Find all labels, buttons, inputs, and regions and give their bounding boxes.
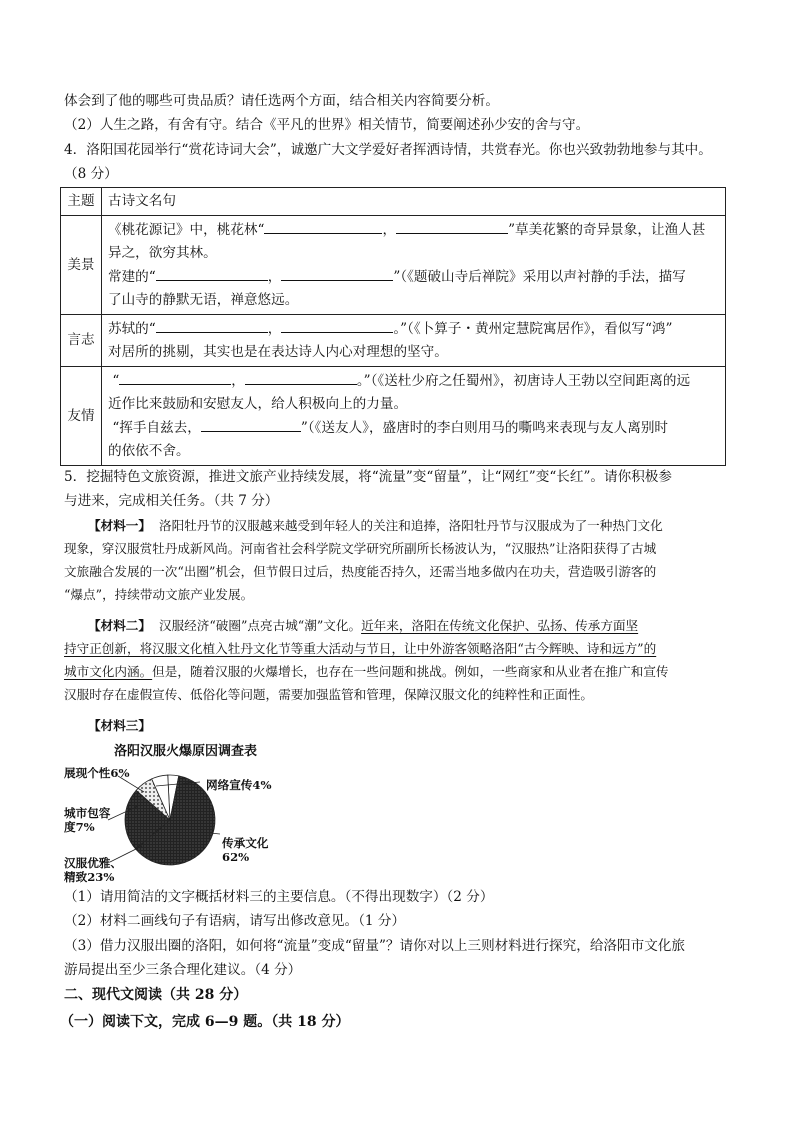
answer-blank[interactable] [281,317,393,333]
question-5-score: 与进来，完成相关任务。（共 7 分） [64,493,279,509]
underlined-sentence: 持守正创新，将汉服文化植入牡丹文化节等重大活动与节日，让中外游客领略洛阳“古今辉映、诗和远方”的 [64,641,657,656]
theme-cell: 友情 [61,367,102,466]
question-5-stem: 5．挖掘特色文旅资源，推进文旅产业持续发展，将“流量”变“留量”，让“网红”变“长红”。请你积极参 [64,469,672,485]
theme-cell: 言志 [61,315,102,367]
underlined-sentence: 城市文化内涵。 [64,664,153,679]
answer-blank[interactable] [245,369,357,385]
content-cell: “ ， 。”（《送杜少府之任蜀州》，初唐诗人王勃以空间距离的远 近作比来鼓励和安慰友人，给人积极向上的力量。 “挥手自兹去， ”（《送友人》，盛唐时的李白则用马的嘶鸣来表现与友人离别时 的依依不舍。 [102,367,726,466]
answer-blank[interactable] [156,265,268,281]
header-theme: 主题 [61,188,102,216]
table-row-friendship [61,367,726,466]
material-3 [64,714,728,737]
task-2: （2）材料二画线句子有语病，请写出修改意见。（1 分） [64,913,406,929]
answer-blank[interactable] [119,369,231,385]
label-personal: 展现个性6% [64,766,130,780]
material-1: 【材料一】 洛阳牡丹节的汉服越来越受到年轻人的关注和追捧，洛阳牡丹节与汉服成为了一种热门文化 现象，穿汉服赏牡丹成新风尚。河南省社会科学院文学研究所副所长杨波认为，“汉服热”让洛阳获得了古城 文旅融合发展的一次“出圈”机会，但节假日过后，热度能否持久，还需当地多做内在功夫，营造吸引游客的 “爆点”，持续带动文旅产业发展。 [64,518,663,602]
content-cell: 苏轼的“ ， 。”（《卜算子・黄州定慧院寓居作》，看似写“鸿” 对居所的挑剔，其实也是在表达诗人内心对理想的坚守。 [102,315,726,367]
material-1-label: 【材料一】 [88,518,151,533]
header-lines: 古诗文名句 [102,188,726,216]
label-elegant: 汉服优雅、 精致23% [64,856,122,884]
question-3-tail: 体会到了他的哪些可贵品质？请任选两个方面，结合相关内容简要分析。 [64,93,499,109]
answer-blank[interactable] [281,265,393,281]
task-1: （1）请用简洁的文字概括材料三的主要信息。（不得出现数字）（2 分） [64,889,494,905]
material-3-label: 【材料三】 [88,718,151,733]
answer-blank[interactable] [201,416,301,432]
table-row-ambition [61,315,726,367]
table-header-row [61,188,726,216]
poetry-table [60,187,726,466]
table-row-scenery [61,216,726,315]
theme-cell: 美景 [61,216,102,315]
section-2-subtitle: （一）阅读下文，完成 6—9 题。（共 18 分） [60,1014,350,1030]
label-city: 城市包容 度7% [64,806,111,834]
question-4-score: （8 分） [64,166,118,182]
content-cell: 《桃花源记》中，桃花林“ ， ”草美花繁的奇异景象，让渔人甚 异之，欲穷其林。 常建的“ ， ”（《题破山寺后禅院》采用以声衬静的手法，描写 了山寺的静默无语，禅意悠远。 [102,216,726,315]
question-3-part-2: （2）人生之路，有舍有守。结合《平凡的世界》相关情节，简要阐述孙少安的舍与守。 [64,117,590,133]
answer-blank[interactable] [156,317,268,333]
chart-title: 洛阳汉服火爆原因调查表 [114,744,258,759]
task-3: （3）借力汉服出圈的洛阳，如何将“流量”变成“留量”？请你对以上三则材料进行探究，给洛阳市文化旅 [64,938,685,954]
material-2: 【材料二】 汉服经济“破圈”点亮古城“潮”文化。近年来，洛阳在传统文化保护、弘扬、传承方面坚 持守正创新，将汉服文化植入牡丹文化节等重大活动与节日，让中外游客领略洛阳“古今辉映、诗和远方”的 城市文化内涵。但是，随着汉服的火爆增长，也存在一些问题和挑战。例如，一些商家和从业者在推广和宣传 汉服时存在虚假宣传、低俗化等问题，需要加强监管和管理，保障汉服文化的纯粹性和正面性。 [64,614,728,706]
answer-blank[interactable] [396,218,508,234]
material-2-label: 【材料二】 [88,618,151,633]
label-net: 网络宣传4% [206,778,272,792]
question-4-stem: 4．洛阳国花园举行“赏花诗词大会”，诚邀广大文学爱好者挥洒诗情，共赏春光。你也兴致勃勃地参与其中。 [64,142,712,158]
answer-blank[interactable] [264,218,382,234]
task-3-cont: 游局提出至少三条合理化建议。（4 分） [64,962,302,978]
section-2-title: 二、现代文阅读（共 28 分） [64,987,248,1003]
underlined-sentence: 近年来，洛阳在传统文化保护、弘扬、传承方面坚 [361,618,639,633]
label-culture: 传承文化 62% [222,836,269,864]
